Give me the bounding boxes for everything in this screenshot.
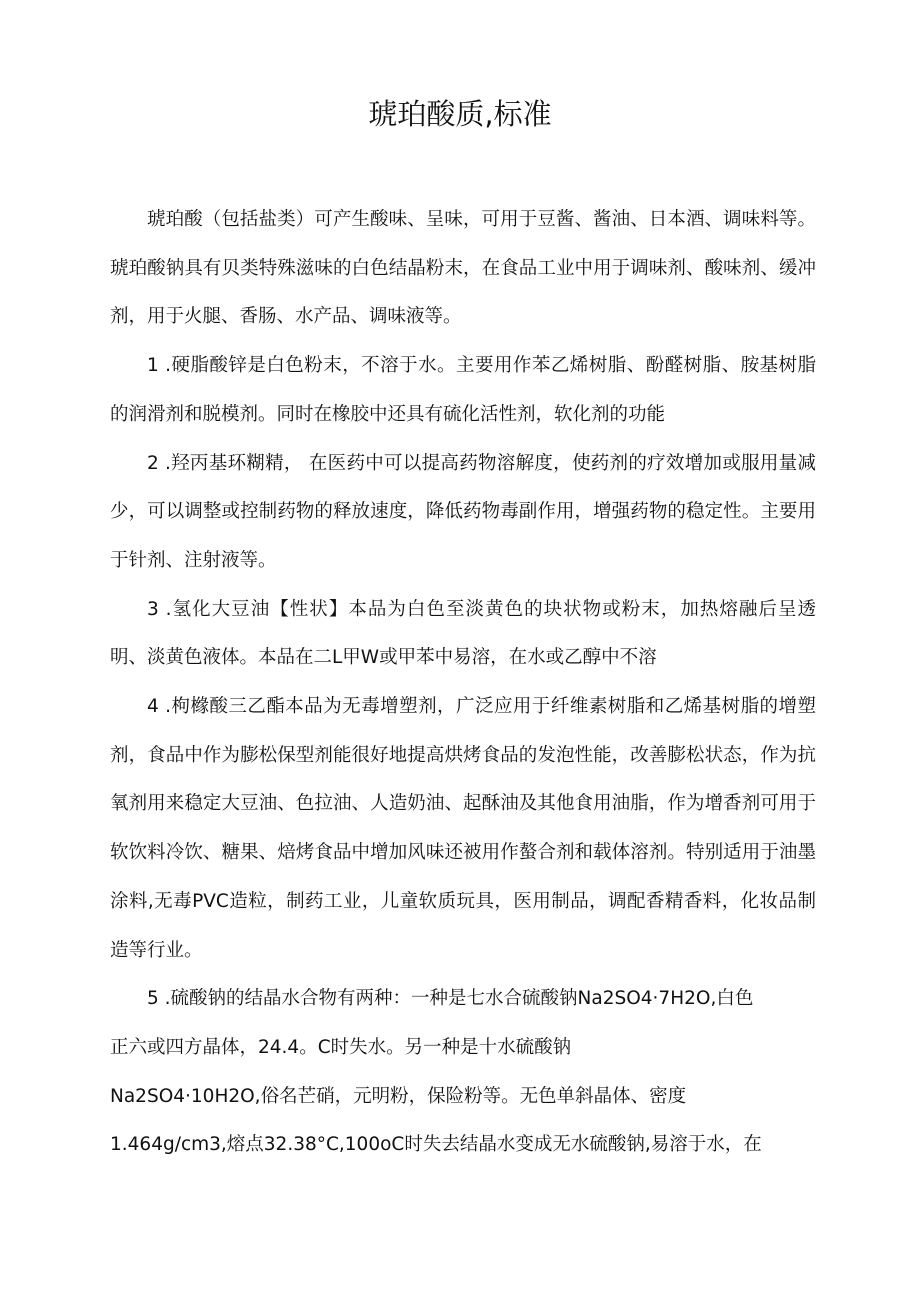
- document-body: [110, 196, 816, 1170]
- item-4-paragraph: 4 .枸橼酸三乙酯本品为无毒增塑剂，广泛应用于纤维素树脂和乙烯基树脂的增塑剂，食品中作为膨松保型剂能很好地提高烘烤食品的发泡性能，改善膨松状态，作为抗氧剂用来稳定大豆油、色拉油、人造奶油、起酥油及其他食用油脂，作为增香剂可用于软饮料冷饮、糖果、焙烤食品中增加风味还被用作螯合剂和载体溶剂。特别适用于油墨涂料,无毒PVC造粒，制药工业，儿童软质玩具，医用制品，调配香精香料，化妆品制造等行业。: [110, 696, 816, 961]
- item-5-line-3: Na2SO4·10H2O,俗名芒硝，元明粉，保险粉等。无色单斜晶体、密度: [110, 1085, 687, 1107]
- item-5-line-2: 正六或四方晶体，24.4。C时失水。另一种是十水硫酸钠: [110, 1036, 572, 1058]
- document-title: 琥珀酸质,标准: [368, 97, 552, 131]
- item-2-paragraph: 2 .羟丙基环糊精， 在医药中可以提高药物溶解度，使药剂的疗效增加或服用量减少，可以调整或控制药物的释放速度，降低药物毒副作用，增强药物的稳定性。主要用于针剂、注射液等。: [110, 452, 816, 571]
- item-5-line-4: 1.464g∕cm3,熔点32.38°C,100oC时失去结晶水变成无水硫酸钠,易溶于水，在: [110, 1134, 762, 1156]
- item-1-paragraph: 1 .硬脂酸锌是白色粉末，不溶于水。主要用作苯乙烯树脂、酚醛树脂、胺基树脂的润滑剂和脱模剂。同时在橡胶中还具有硫化活性剂，软化剂的功能: [110, 355, 816, 425]
- item-5-line-1: 5 .硫酸钠的结晶水合物有两种：一种是七水合硫酸钠Na2SO4·7H2O,白色: [147, 988, 754, 1010]
- item-5-paragraph: [110, 975, 816, 1170]
- item-3-paragraph: 3 .氢化大豆油【性状】本品为白色至淡黄色的块状物或粉末，加热熔融后呈透明、淡黄色液体。本品在二L甲W或甲苯中易溶，在水或乙醇中不溶: [110, 598, 816, 669]
- intro-paragraph: 琥珀酸（包括盐类）可产生酸味、呈味，可用于豆酱、酱油、日本酒、调味料等。琥珀酸钠具有贝类特殊滋味的白色结晶粉末，在食品工业中用于调味剂、酸味剂、缓冲剂，用于火腿、香肠、水产品、调味液等。: [110, 209, 816, 328]
